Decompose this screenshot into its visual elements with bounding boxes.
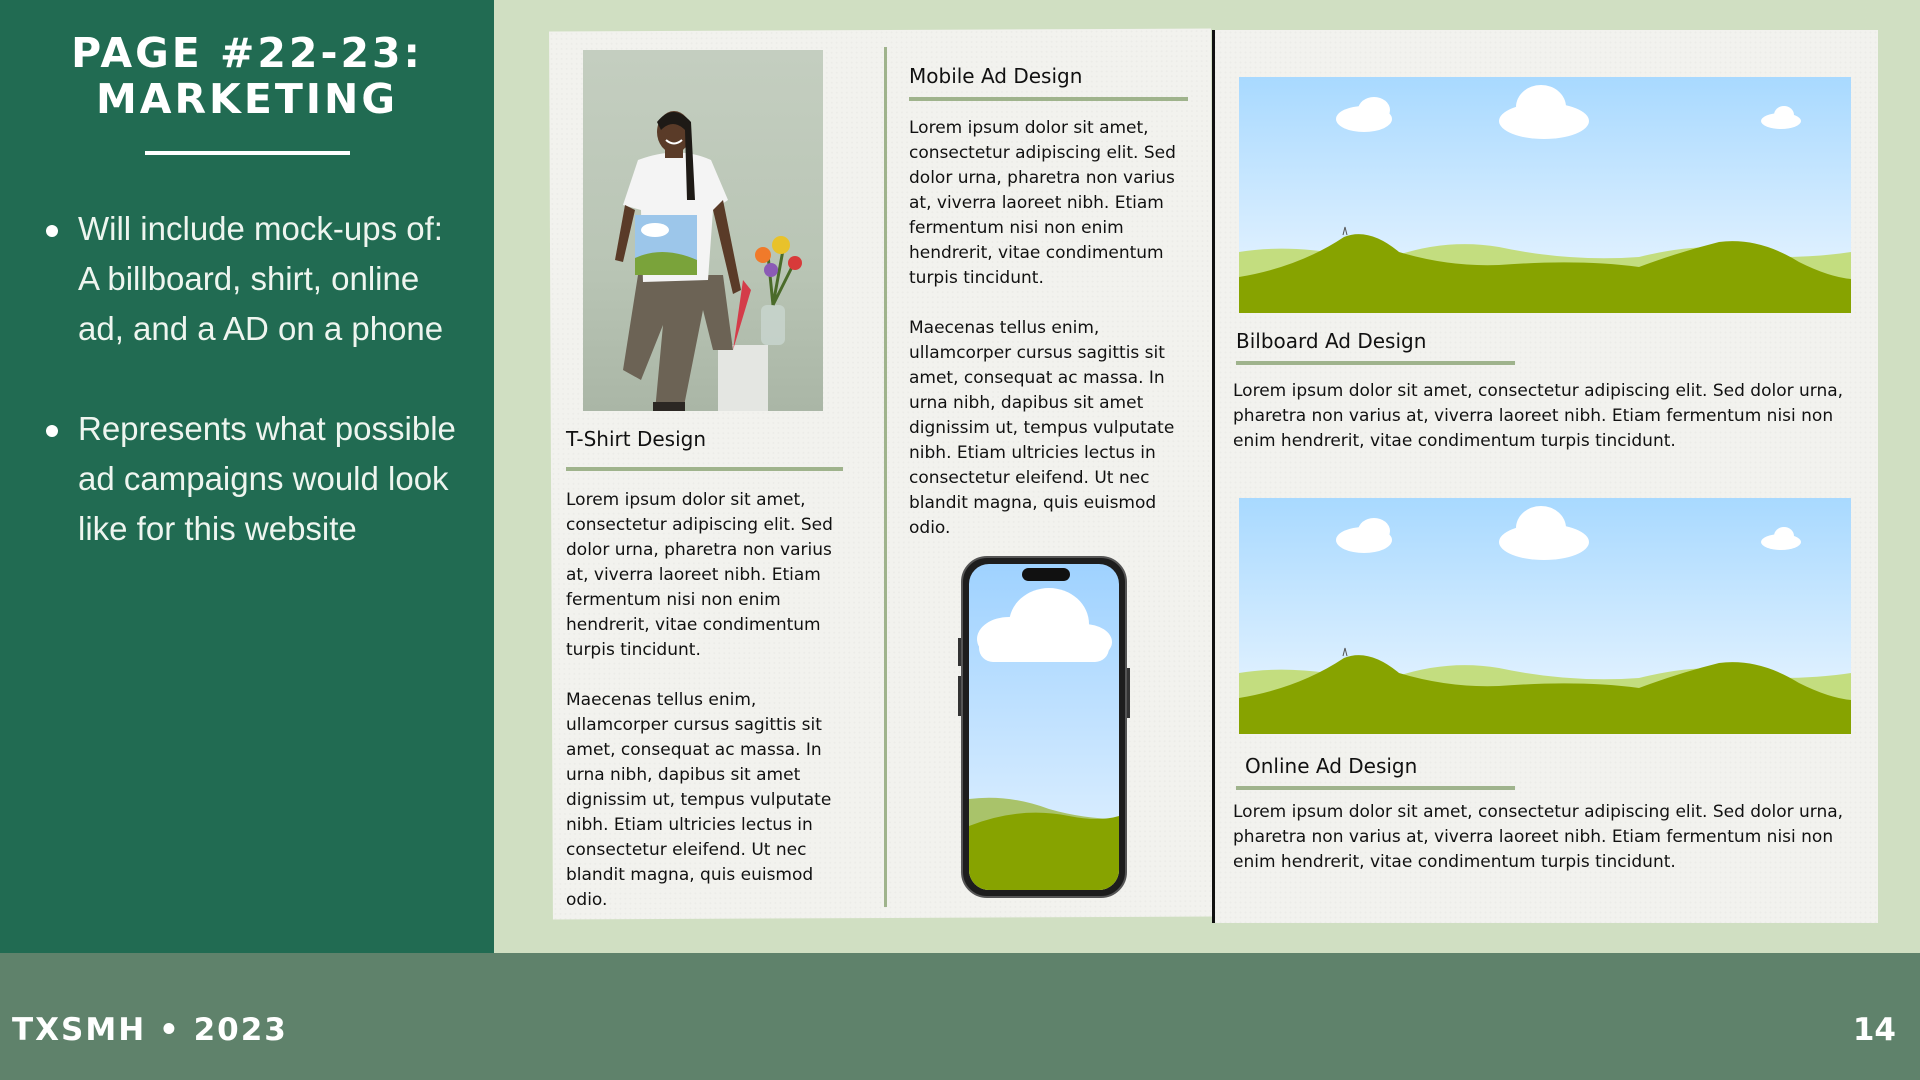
slide-title-line1: PAGE #22-23:	[71, 29, 423, 77]
phone-screen	[969, 564, 1119, 890]
tshirt-model-illustration	[583, 50, 823, 411]
tshirt-heading-underline	[566, 467, 843, 471]
slide-title-line2: MARKETING	[95, 75, 399, 123]
tshirt-paragraph: Lorem ipsum dolor sit amet, consectetur adipiscing elit. Sed dolor urna, pharetra non varius at, viverra laoreet nibh. Etiam fermentum nisi non enim hendrerit, vitae condimentum turpis tincidunt.	[566, 490, 833, 660]
phone-notch	[1022, 568, 1070, 581]
billboard-heading-underline	[1236, 361, 1515, 365]
page-number: 14	[1852, 1012, 1896, 1048]
bullet-item: Represents what possible ad campaigns would look like for this website	[44, 404, 464, 554]
online-heading-underline	[1236, 786, 1515, 790]
mobile-heading-underline	[909, 97, 1188, 101]
tshirt-photo	[583, 50, 823, 411]
tshirt-heading: T-Shirt Design	[566, 427, 706, 451]
tshirt-body	[566, 488, 856, 938]
landscape-illustration	[1239, 77, 1851, 313]
billboard-heading: Bilboard Ad Design	[1236, 329, 1427, 353]
phone-side-button	[958, 638, 961, 666]
phone-side-button	[958, 676, 961, 716]
title-underline	[145, 151, 350, 155]
phone-ad-image	[969, 564, 1119, 890]
billboard-body: Lorem ipsum dolor sit amet, consectetur adipiscing elit. Sed dolor urna, pharetra non varius at, viverra laoreet nibh. Etiam fermentum nisi non enim hendrerit, vitae condimentum turpis tincidunt.	[1233, 381, 1844, 451]
slide-title	[0, 30, 494, 122]
mobile-paragraph: Lorem ipsum dolor sit amet, consectetur adipiscing elit. Sed dolor urna, pharetra non varius at, viverra laoreet nibh. Etiam fermentum nisi non enim hendrerit, vitae condimentum turpis tincidunt.	[909, 118, 1176, 288]
online-heading: Online Ad Design	[1245, 754, 1418, 778]
phone-mockup	[961, 556, 1127, 898]
mobile-paragraph: Maecenas tellus enim, ullamcorper cursus sagittis sit amet, consequat ac massa. In urna nibh, dapibus sit amet dignissim ut, tempus vulputate nibh. Etiam ultricies lectus in consectetur eleifend. Ut nec blandit magna, quis euismod odio.	[909, 318, 1175, 538]
mobile-body	[909, 116, 1199, 566]
column-divider	[884, 47, 887, 907]
bullet-list	[44, 204, 464, 604]
mobile-heading: Mobile Ad Design	[909, 64, 1083, 88]
center-divider	[1212, 30, 1215, 923]
online-ad-image	[1239, 498, 1851, 734]
billboard-ad-image	[1239, 77, 1851, 313]
bullet-item: Will include mock-ups of: A billboard, shirt, online ad, and a AD on a phone	[44, 204, 464, 354]
footer-bar	[0, 953, 1920, 1080]
tshirt-paragraph: Maecenas tellus enim, ullamcorper cursus sagittis sit amet, consequat ac massa. In urna nibh, dapibus sit amet dignissim ut, tempus vulputate nibh. Etiam ultricies lectus in consectetur eleifend. Ut nec blandit magna, quis euismod odio.	[566, 690, 832, 910]
landscape-illustration	[1239, 498, 1851, 734]
footer-label: TXSMH • 2023	[12, 1012, 288, 1048]
online-body: Lorem ipsum dolor sit amet, consectetur adipiscing elit. Sed dolor urna, pharetra non varius at, viverra laoreet nibh. Etiam fermentum nisi non enim hendrerit, vitae condimentum turpis tincidunt.	[1233, 802, 1844, 872]
phone-side-button	[1127, 668, 1130, 718]
